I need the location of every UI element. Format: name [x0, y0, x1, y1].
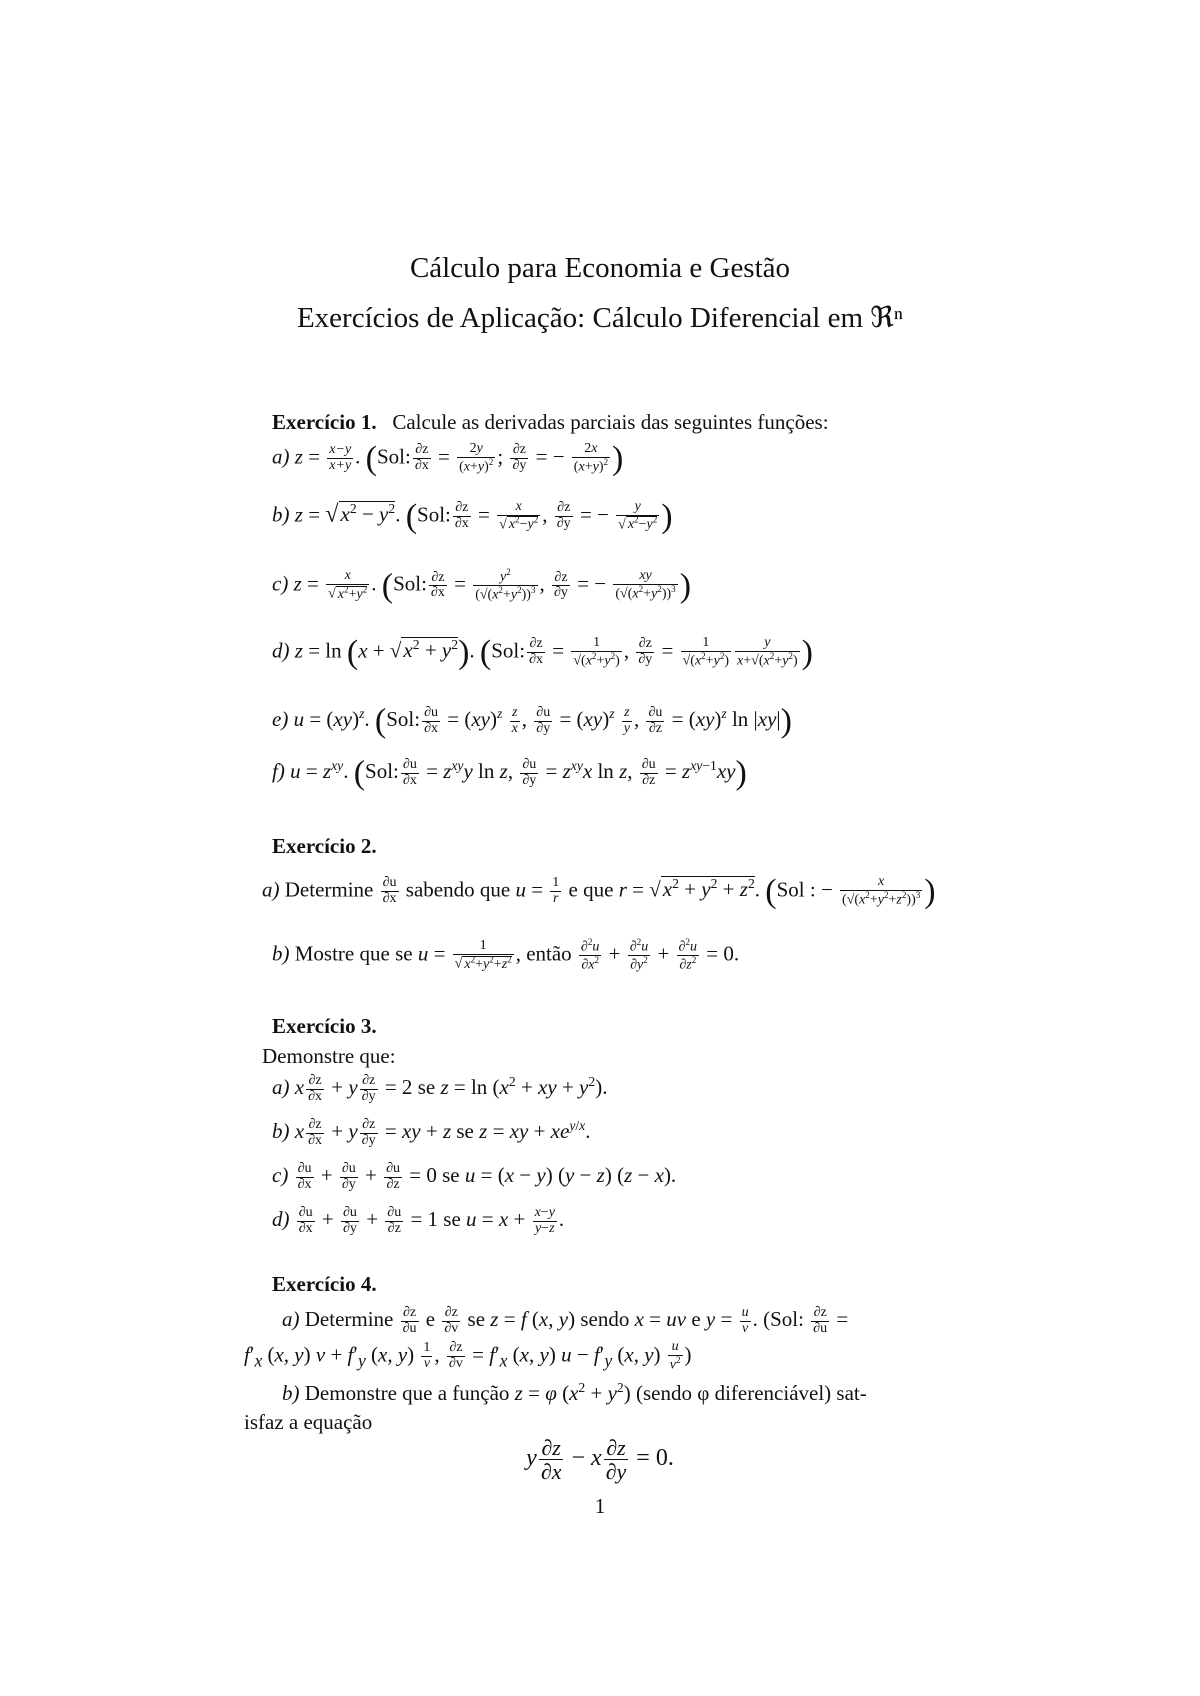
item-label: e) — [272, 707, 289, 731]
item-label: d) — [272, 638, 290, 663]
item-label: b) — [282, 1381, 300, 1405]
exercise-3-heading: Exercício 3. — [272, 1014, 377, 1038]
exercise-1-intro: Calcule as derivadas parciais das seguintes funções: — [392, 410, 829, 434]
item-label: a) — [262, 877, 280, 902]
solution-label: Sol: — [365, 759, 399, 783]
solution-label: Sol: — [491, 638, 526, 663]
solution-label: Sol: — [386, 707, 421, 731]
document-subtitle: Exercícios de Aplicação: Cálculo Diferencial em ℜⁿ — [296, 302, 904, 334]
item-label: f) — [272, 759, 285, 783]
item-label: a) — [272, 1075, 290, 1099]
item-label: a) — [272, 444, 290, 469]
exercise-3-item-d: d) $\frac{\partial u}{\partial x}$ + $\frac{\partial u}{\partial y}$ + $\frac{\partial u}{\partial z}$ = 1 se u = x + $\frac{x-y}{y-z}$ . — [272, 1205, 565, 1236]
exercise-1-item-a: a) z = $\frac{x-y}{x+y}$ . (Sol: $\frac{\partial z}{\partial x}$ = $\frac{2y}{(x+y)^2}$ ; $\frac{\partial z}{\partial y}$ = − $\frac{2x}{(x+y)^2}$ ) — [272, 439, 624, 477]
exercise-2-heading: Exercício 2. — [272, 834, 377, 858]
exercise-2-item-a: a) Determine $\frac{\partial u}{\partial x}$ sabendo que u = $\frac{1}{r}$ e que $r = √x^2 + y^2 + z^2$. (Sol : − $\frac{x}{(√(x^2+y^2+z^2))^3}$ ) — [262, 872, 936, 910]
exercise-3-item-a: a) x $\frac{\partial z}{\partial x}$ + y $\frac{\partial z}{\partial y}$ = 2 se $z = \ln (x^2$ + xy + $y^2$). — [272, 1073, 608, 1104]
solution-label: Sol : — [776, 877, 816, 902]
exercise-1-heading: Exercício 1. — [272, 410, 377, 434]
item-label: b) — [272, 502, 290, 527]
exercise-4-display-equation: y $\frac{\partial z}{\partial x}$ − x $\frac{\partial z}{\partial y}$ = 0. — [526, 1435, 674, 1485]
exercise-4-heading: Exercício 4. — [272, 1272, 377, 1296]
exercise-4-item-a-line2: $f'_x$ (x, y) $v + f'_y$ (x, y) $\frac{1}{v}$ , $\frac{\partial z}{\partial v}$ = $f'_x$ (x, y) $u - f'_y$ (x, y) $\frac{u}{v^2}$ ) — [244, 1339, 692, 1373]
exercise-1-item-c: c) z = $\frac{x}{√ x^2+y^2}$ . (Sol: $\frac{\partial z}{\partial x}$ = $\frac{y^2}{(√(x^2+y^2))^3}$ , $\frac{\partial z}{\partial y}$ = − $\frac{xy}{(√(x^2+y^2))^3}$ ) — [272, 567, 692, 605]
exercise-1-item-e: e) u = (xy)$^z$. (Sol: $\frac{\partial u}{\partial x}$ = (xy)$^z$ $\frac{z}{x}$ , $\frac{\partial u}{\partial y}$ = (xy)$^z$ $\frac{z}{y}$ , $\frac{\partial u}{\partial z}$ = (xy)$^z$ ln |xy|) — [272, 702, 792, 740]
item-label: b) — [272, 941, 290, 966]
solution-label: Sol: — [376, 444, 411, 469]
page-number: 1 — [594, 1494, 606, 1518]
exercise-4-item-b-line1: b) Demonstre que a função z = φ $(x^2 + y^2)$ (sendo φ diferenciável) sat- — [282, 1380, 867, 1405]
exercise-3-item-c: c) $\frac{\partial u}{\partial x}$ + $\frac{\partial u}{\partial y}$ + $\frac{\partial u}{\partial z}$ = 0 se u = (x − y) (y − z) (z − x). — [272, 1161, 677, 1192]
exercise-4-item-a-line1: a) Determine $\frac{\partial z}{\partial u}$ e $\frac{\partial z}{\partial v}$ se z = f (x, y) sendo x = uv e y = $\frac{u}{v}$ . (Sol: $\frac{\partial z}{\partial u}$ = — [282, 1305, 849, 1336]
item-label: b) — [272, 1119, 290, 1143]
exercise-2-item-b: b) Mostre que se u = $\frac{1}{√ x^2+y^2+z^2}$ , então $\frac{\partial^2u}{\partial x^2}$ + $\frac{\partial^2u}{\partial y^2}$ + $\frac{\partial^2u}{\partial z^2}$ = 0. — [272, 937, 740, 973]
exercise-1-item-f: f) $u = z^{xy}$. (Sol: $\frac{\partial u}{\partial x}$ = $z^{xy}y$ ln z, $\frac{\partial u}{\partial y}$ = $z^{xy}x$ ln z, $\frac{\partial u}{\partial z}$ = $z^{xy-1}xy$) — [272, 754, 747, 792]
exercise-3-intro: Demonstre que: — [262, 1044, 396, 1068]
item-label: d) — [272, 1207, 290, 1231]
exercise-1-heading-line — [272, 410, 829, 435]
exercise-1-item-d: d) $z = \ln (x + √x^2 + y^2)$. (Sol: $\frac{\partial z}{\partial x}$ = $\frac{1}{√(x^2+y^2)}$ , $\frac{\partial z}{\partial y}$ = $\frac{1}{√(x^2+y^2)}$ $\frac{y}{x+√(x^2+y^2)}$ ) — [272, 633, 813, 671]
exercise-4-item-b-line2: isfaz a equação — [244, 1410, 373, 1434]
item-label: c) — [272, 571, 289, 596]
document-title: Cálculo para Economia e Gestão — [409, 252, 791, 284]
exercise-1-item-b: b) $z = √x^2 - y^2$. (Sol: $\frac{\partial z}{\partial x}$ = $\frac{x}{√ x^2-y^2}$ , $\frac{\partial z}{\partial y}$ = − $\frac{y}{√ x^2-y^2}$ ) — [272, 497, 673, 535]
solution-label: (Sol: — [763, 1307, 804, 1331]
exercise-3-item-b: b) x $\frac{\partial z}{\partial x}$ + y $\frac{\partial z}{\partial y}$ = xy + z se z = xy + $xe^{y/x}$. — [272, 1117, 591, 1148]
solution-label: Sol: — [417, 502, 451, 527]
solution-label: Sol: — [393, 571, 427, 596]
item-label: a) — [282, 1307, 300, 1331]
item-label: c) — [272, 1163, 289, 1187]
